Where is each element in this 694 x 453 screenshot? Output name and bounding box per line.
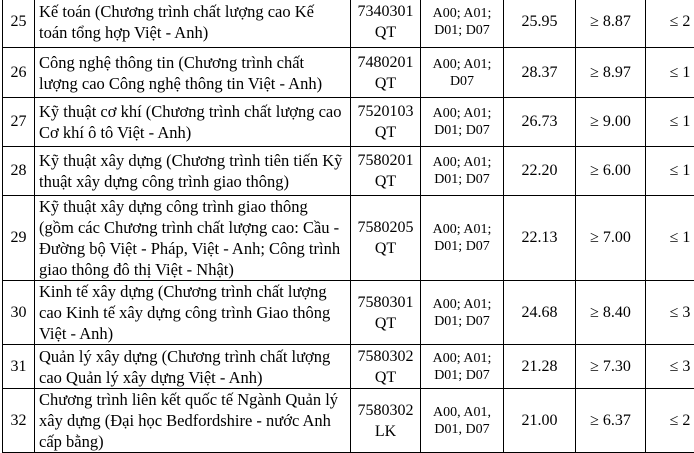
tiebreak-score: ≥ 8.97 <box>576 48 646 98</box>
cutoff-score: 28.37 <box>504 48 576 98</box>
tiebreak-score: ≥ 7.30 <box>576 345 646 389</box>
preference-order: ≤ 1 <box>646 48 694 98</box>
subject-combinations: A00; A01; D01; D07 <box>421 196 504 281</box>
program-code: 7480201 QT <box>351 48 421 98</box>
tiebreak-score: ≥ 9.00 <box>576 98 646 147</box>
row-number: 31 <box>3 345 35 389</box>
table-row <box>3 389 694 453</box>
row-number: 26 <box>3 48 35 98</box>
preference-order: ≤ 2 <box>646 0 694 48</box>
row-number: 25 <box>3 0 35 48</box>
table-row <box>3 0 694 48</box>
table-row <box>3 98 694 147</box>
subject-combinations: A00; A01; D01; D07 <box>421 345 504 389</box>
program-code: 7580301 QT <box>351 281 421 345</box>
tiebreak-score: ≥ 8.40 <box>576 281 646 345</box>
cutoff-score: 21.00 <box>504 389 576 453</box>
subject-combinations: A00, A01, D01, D07 <box>421 389 504 453</box>
program-code: 7580201 QT <box>351 147 421 196</box>
program-name: Quản lý xây dựng (Chương trình chất lượng cao Quản lý xây dựng Việt - Anh) <box>35 345 351 389</box>
table-row <box>3 196 694 281</box>
tiebreak-score: ≥ 6.00 <box>576 147 646 196</box>
subject-combinations: A00; A01; D01; D07 <box>421 281 504 345</box>
program-name: Kỹ thuật cơ khí (Chương trình chất lượng cao Cơ khí ô tô Việt - Anh) <box>35 98 351 147</box>
preference-order: ≤ 1 <box>646 147 694 196</box>
preference-order: ≤ 1 <box>646 196 694 281</box>
row-number: 29 <box>3 196 35 281</box>
row-number: 32 <box>3 389 35 453</box>
preference-order: ≤ 2 <box>646 389 694 453</box>
row-number: 30 <box>3 281 35 345</box>
row-number: 28 <box>3 147 35 196</box>
admission-table <box>2 0 694 453</box>
cutoff-score: 22.13 <box>504 196 576 281</box>
program-code: 7580302 LK <box>351 389 421 453</box>
program-name: Chương trình liên kết quốc tế Ngành Quản lý xây dựng (Đại học Bedfordshire - nước Anh cấp bằng) <box>35 389 351 453</box>
cutoff-score: 22.20 <box>504 147 576 196</box>
program-name: Công nghệ thông tin (Chương trình chất lượng cao Công nghệ thông tin Việt - Anh) <box>35 48 351 98</box>
cutoff-score: 25.95 <box>504 0 576 48</box>
subject-combinations: A00; A01; D01; D07 <box>421 147 504 196</box>
preference-order: ≤ 3 <box>646 345 694 389</box>
program-name: Kỹ thuật xây dựng (Chương trình tiên tiến Kỹ thuật xây dựng công trình giao thông) <box>35 147 351 196</box>
program-code: 7520103 QT <box>351 98 421 147</box>
preference-order: ≤ 3 <box>646 281 694 345</box>
table-row <box>3 281 694 345</box>
table-row <box>3 48 694 98</box>
program-code: 7580302 QT <box>351 345 421 389</box>
tiebreak-score: ≥ 7.00 <box>576 196 646 281</box>
preference-order: ≤ 1 <box>646 98 694 147</box>
program-name: Kế toán (Chương trình chất lượng cao Kế toán tổng hợp Việt - Anh) <box>35 0 351 48</box>
cutoff-score: 24.68 <box>504 281 576 345</box>
subject-combinations: A00; A01; D01; D07 <box>421 0 504 48</box>
cutoff-score: 26.73 <box>504 98 576 147</box>
cutoff-score: 21.28 <box>504 345 576 389</box>
program-code: 7340301 QT <box>351 0 421 48</box>
subject-combinations: A00; A01; D01; D07 <box>421 98 504 147</box>
tiebreak-score: ≥ 6.37 <box>576 389 646 453</box>
table-row <box>3 345 694 389</box>
row-number: 27 <box>3 98 35 147</box>
tiebreak-score: ≥ 8.87 <box>576 0 646 48</box>
subject-combinations: A00; A01; D07 <box>421 48 504 98</box>
program-name: Kinh tế xây dựng (Chương trình chất lượng cao Kinh tế xây dựng công trình Giao thông Việt - Anh) <box>35 281 351 345</box>
table-row <box>3 147 694 196</box>
program-code: 7580205 QT <box>351 196 421 281</box>
program-name: Kỹ thuật xây dựng công trình giao thông (gồm các Chương trình chất lượng cao: Cầu - Đường bộ Việt - Pháp, Việt - Anh; Công trình giao thông đô thị Việt - Nhật) <box>35 196 351 281</box>
